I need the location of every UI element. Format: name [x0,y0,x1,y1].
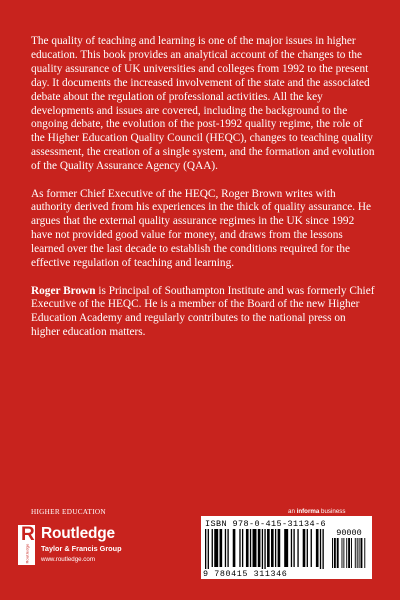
publisher-group: Taylor & Francis Group [41,544,122,553]
routledge-logo [18,525,158,569]
informa-prefix: an [288,508,297,515]
informa-brand: informa [296,508,320,515]
logo-mark-letter: R [21,524,35,545]
price-addon-number: 90000 [336,528,362,538]
addon-barcode-icon [332,538,366,570]
blurb-paragraph-1: The quality of teaching and learning is one of the major issues in higher education. This book provides an analytical account of the changes to the quality assurance of UK universities and colleges from 1992 to the present day. It documents the increased involvement of the state and the associated debate about the regulation of professional activities. All the key developments and issues are covered, including the background to the ongoing debate, the evolution of the post-1992 quality regime, the role of the Higher Education Quality Council (HEQC), changes to teaching quality assessment, the creation of a single system, and the formation and evolution of the Quality Assurance Agency (QAA). [31,35,375,173]
informa-tagline [288,508,345,515]
author-bio-text: is Principal of Southampton Institute and was formerly Chief Executive of the HEQC. He is a member of the Board of the new Higher Education Academy and regularly contributes to the national press on higher education matters. [31,284,375,339]
back-cover-blurb [31,35,376,354]
routledge-mark-icon [18,525,35,565]
logo-mark-text: Routledge [24,543,30,564]
publisher-name: Routledge [41,525,115,542]
author-bio [31,285,376,341]
ean-barcode-icon [205,529,327,571]
category-label: HIGHER EDUCATION [31,508,106,516]
ean-number: 9 780415 311346 [203,569,327,579]
barcode-panel [201,516,372,579]
blurb-paragraph-2: As former Chief Executive of the HEQC, Roger Brown writes with authority derived from his experiences in the thick of quality assurance. He argues that the external quality assurance regimes in the UK since 1992 have not provided good value for money, and draws from the lessons learned over the last decade to establish the conditions required for the effective regulation of teaching and learning. [31,187,372,270]
informa-suffix: business [319,508,346,515]
isbn-text: ISBN 978-0-415-31134-6 [205,519,327,529]
author-name: Roger Brown [31,284,96,297]
publisher-url: www.routledge.com [41,556,95,563]
